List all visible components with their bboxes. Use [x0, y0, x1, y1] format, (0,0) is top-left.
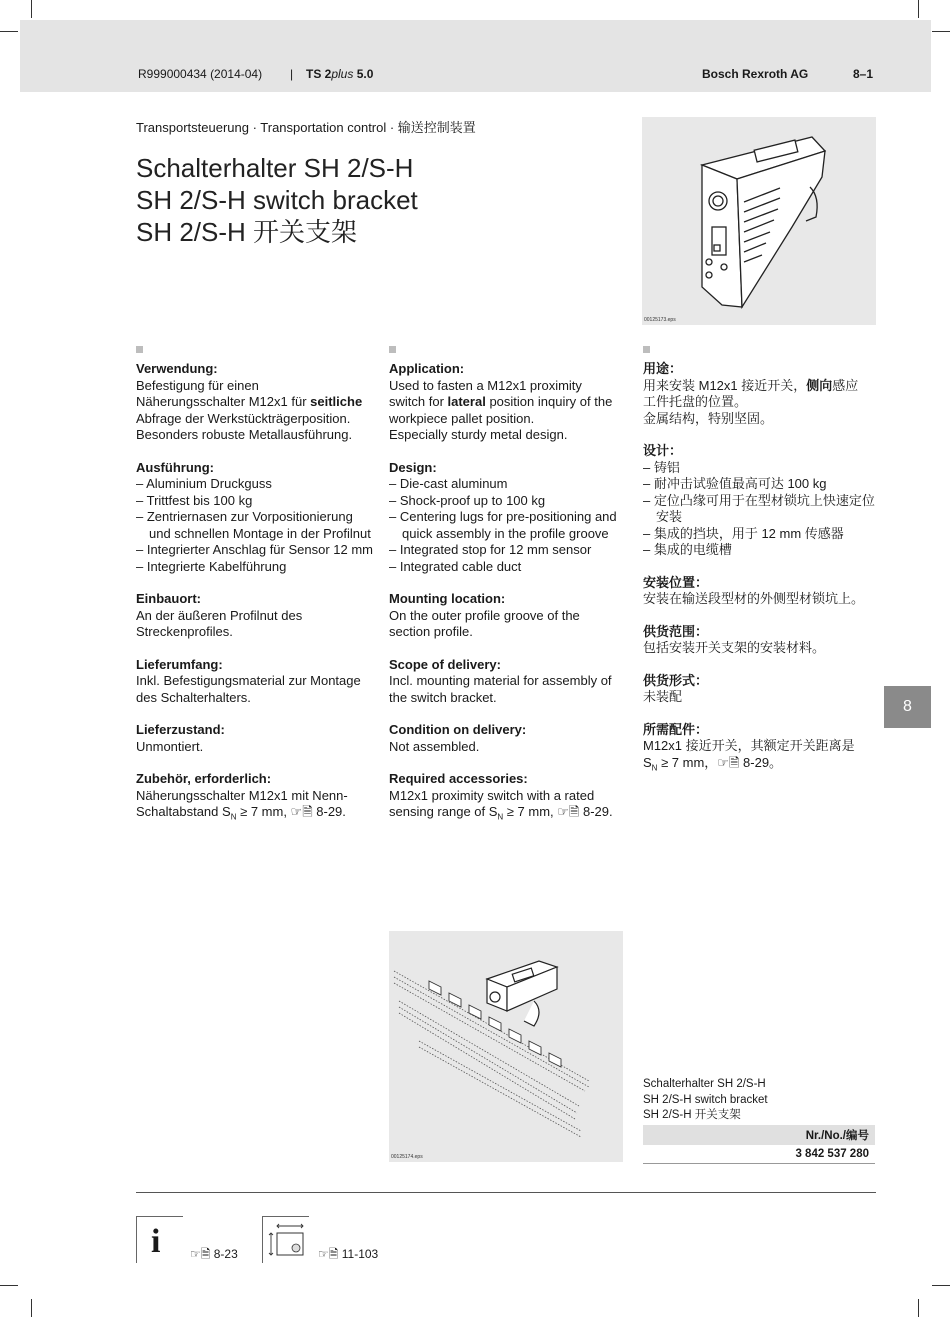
figure-code: 00125174.eps: [391, 1154, 423, 1160]
accessories-text: Näherungsschalter M12x1 mit Nenn- Schaltabstand $S_N \ge 7$ mm, ☞🗎 8-29.: [136, 787, 348, 822]
caption-line-zh: SH 2/S-H 开关支架: [643, 1109, 741, 1121]
footer-divider: [136, 1192, 876, 1193]
scope-heading: 供货范围：: [643, 623, 709, 639]
info-icon: i: [151, 1223, 161, 1260]
crop-mark: [0, 31, 18, 32]
mounting-figure: [389, 931, 623, 1162]
title-line-en: SH 2/S-H switch bracket: [136, 185, 418, 215]
accessories-heading: Zubehör, erforderlich:: [136, 771, 272, 786]
category-subtitle: Transportsteuerung · Transportation control · 输送控制装置: [136, 120, 476, 135]
mounting-text: An der äußeren Profilnut des Streckenprofiles.: [136, 607, 303, 639]
list-item: – Trittfest bis 100 kg: [136, 493, 376, 510]
crop-mark: [932, 1285, 950, 1286]
design-heading: 设计：: [643, 443, 683, 458]
mounting-heading: Einbauort:: [136, 591, 201, 606]
scope-heading: Lieferumfang:: [136, 656, 223, 672]
usage-heading: Verwendung:: [136, 361, 218, 376]
design-list: [389, 476, 625, 575]
product-caption: [643, 1077, 768, 1124]
doc-reference: R999000434 (2014-04): [138, 67, 263, 81]
condition-text: Unmontiert.: [136, 738, 204, 754]
mounting-text: 安装在输送段型材的外侧型材锁坑上。: [643, 591, 865, 606]
product-figure: [642, 117, 876, 325]
design-heading: Design:: [389, 459, 437, 475]
mounted-bracket-drawing: [389, 931, 623, 1162]
design-list: [136, 476, 376, 575]
usage-text: 用来安装 M12x1 接近开关，侧向感应 工件托盘的位置。 金属结构，特别坚固。: [643, 377, 859, 426]
list-item: – 耐冲击试验值最高可达 100 kg: [643, 476, 875, 493]
condition-heading: Lieferzustand:: [136, 722, 225, 737]
column-chinese: [643, 346, 875, 793]
crop-mark: [932, 31, 950, 32]
column-german: [136, 346, 376, 842]
order-number-value[interactable]: 3 842 537 280: [643, 1145, 875, 1164]
crop-mark: [31, 0, 32, 18]
design-list: [643, 460, 875, 559]
list-item: – Centering lugs for pre-positioning and quick assembly in the profile groove: [389, 509, 625, 542]
scope-text: 包括安装开关支架的安装材料。: [643, 640, 826, 655]
info-box: [136, 1216, 183, 1263]
usage-text: Befestigung für einen Näherungsschalter M12x1 für seitliche Abfrage der Werkstückträgerposition. Besonders robuste Metallausführung.: [136, 377, 363, 442]
title-line-zh: SH 2/S-H 开关支架: [136, 217, 358, 247]
list-item: – Aluminium Druckguss: [136, 476, 376, 493]
list-item: – Zentriernasen zur Vorpositionierung und schnellen Montage in der Profilnut: [136, 509, 376, 542]
scope-text: Inkl. Befestigungsmaterial zur Montage des Schalterhalters.: [136, 673, 361, 705]
list-item: – Integrated cable duct: [389, 559, 625, 576]
list-item: – 集成的电缆槽: [643, 542, 875, 559]
crop-mark: [0, 1285, 18, 1286]
company-name: Bosch Rexroth AG: [702, 67, 809, 81]
dimension-icon: [263, 1217, 309, 1263]
mounting-heading: Mounting location:: [389, 591, 506, 606]
condition-heading: Condition on delivery:: [389, 722, 527, 737]
list-item: – 定位凸缘可用于在型材锁坑上快速定位安装: [643, 493, 875, 526]
chapter-tab[interactable]: 8: [884, 686, 931, 728]
usage-heading: Application:: [389, 361, 465, 376]
column-english: [389, 346, 625, 842]
list-item: – Die-cast aluminum: [389, 476, 625, 493]
list-item: – Shock-proof up to 100 kg: [389, 493, 625, 510]
header-band: [20, 20, 931, 92]
footer-reference-2[interactable]: ☞🗎 11-103: [318, 1247, 379, 1261]
list-item: – 铸铝: [643, 460, 875, 477]
crop-mark: [918, 1299, 919, 1317]
list-item: – Integrierter Anschlag für Sensor 12 mm: [136, 542, 376, 559]
header-separator: |: [290, 67, 294, 81]
bullet-square: [136, 346, 143, 353]
figure-code: 00125173.eps: [644, 317, 676, 323]
title-line-de: Schalterhalter SH 2/S-H: [136, 153, 414, 183]
crop-mark: [918, 0, 919, 18]
bullet-square: [643, 346, 650, 353]
mounting-heading: 安装位置：: [643, 574, 709, 590]
usage-heading: 用途：: [643, 361, 683, 376]
product-name: TS 2plus 5.0: [306, 67, 374, 81]
bullet-square: [389, 346, 396, 353]
switch-bracket-drawing: [642, 117, 876, 325]
page-number: 8–1: [853, 67, 874, 81]
mounting-text: On the outer profile groove of the section profile.: [389, 607, 580, 639]
order-number-table: [643, 1125, 875, 1164]
accessories-heading: 所需配件：: [643, 721, 709, 737]
list-item: – Integrated stop for 12 mm sensor: [389, 542, 625, 559]
crop-mark: [31, 1299, 32, 1317]
list-item: – 集成的挡块，用于 12 mm 传感器: [643, 526, 875, 543]
caption-line-de: Schalterhalter SH 2/S-H: [643, 1078, 766, 1090]
design-heading: Ausführung:: [136, 459, 214, 475]
accessories-text: M12x1 接近开关，其额定开关距离是 $S_N \ge 7$ mm，☞🗎 8-29。: [643, 738, 855, 773]
scope-heading: Scope of delivery:: [389, 656, 501, 672]
dimension-box: [262, 1216, 309, 1263]
accessories-heading: Required accessories:: [389, 771, 528, 786]
caption-line-en: SH 2/S-H switch bracket: [643, 1093, 768, 1106]
condition-heading: 供货形式：: [643, 672, 709, 688]
list-item: – Integrierte Kabelführung: [136, 559, 376, 576]
usage-text: Used to fasten a M12x1 proximity switch for lateral position inquiry of the workpiece pallet position. Especially sturdy metal design.: [389, 377, 613, 442]
page-title: [136, 152, 418, 248]
condition-text: Not assembled.: [389, 738, 480, 754]
condition-text: 未装配: [643, 689, 683, 704]
order-number-header: Nr./No./编号: [643, 1125, 875, 1145]
accessories-text: M12x1 proximity switch with a rated sensing range of $S_N \ge 7$ mm, ☞🗎 8-29.: [389, 787, 613, 822]
footer-reference-1[interactable]: ☞🗎 8-23: [190, 1247, 238, 1261]
scope-text: Incl. mounting material for assembly of the switch bracket.: [389, 673, 612, 705]
